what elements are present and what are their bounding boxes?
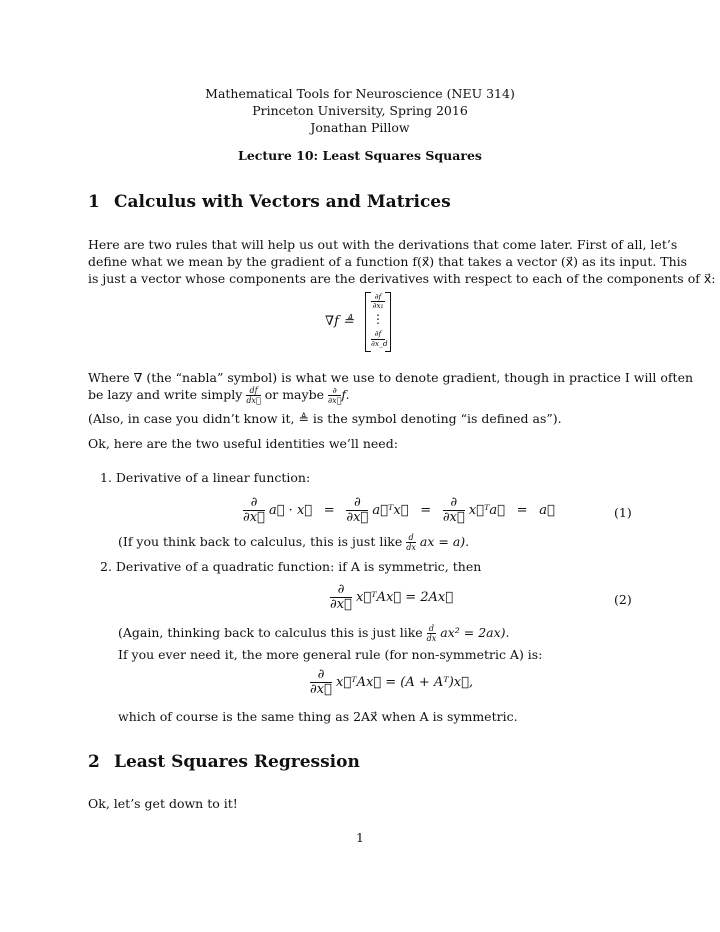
eq2-rhs: x⃗ᵀAx⃗ = 2Ax⃗ bbox=[356, 590, 454, 605]
eq1-derivative-2 bbox=[346, 496, 368, 525]
item-2-general-rule: If you ever need it, the more general rule (for non-symmetric A) is: bbox=[118, 647, 543, 662]
nabla-text-c: f. bbox=[341, 387, 350, 402]
section-2-title: Least Squares Regression bbox=[114, 752, 360, 772]
list-item-2: 2. Derivative of a quadratic function: if A is symmetric, then bbox=[100, 559, 482, 574]
eq3-d-num: ∂ bbox=[310, 668, 332, 683]
eq1-d1-num: ∂ bbox=[243, 496, 265, 511]
intro-line-1: Here are two rules that will help us out with the derivations that come later. First of all, let’s bbox=[88, 237, 678, 252]
section-2-number: 2 bbox=[88, 752, 100, 772]
section-1-number: 1 bbox=[88, 192, 100, 212]
item1-note-text-a: (If you think back to calculus, this is just like bbox=[118, 534, 403, 549]
equation-2-number: (2) bbox=[614, 592, 632, 607]
grad-top-num: ∂f bbox=[374, 292, 382, 301]
intro-line-3: is just a vector whose components are the derivatives with respect to each of the components of x⃗: bbox=[88, 271, 716, 286]
nabla-paragraph bbox=[88, 369, 694, 405]
intro-line-2: define what we mean by the gradient of a function f(x⃗) that takes a vector (x⃗) as its input. This bbox=[88, 254, 688, 269]
equation-3 bbox=[310, 668, 473, 697]
df-dx-fraction bbox=[246, 386, 260, 405]
eq1-derivative-3 bbox=[443, 496, 465, 525]
section-2-intro: Ok, let’s get down to it! bbox=[88, 796, 238, 811]
identities-intro: Ok, here are the two useful identities we’ll need: bbox=[88, 436, 398, 451]
gradient-lhs: ∇f ≜ bbox=[325, 314, 354, 329]
item1-note-text-b: ax = a). bbox=[419, 534, 470, 549]
item2-d-num: d bbox=[427, 624, 437, 634]
item1-d-dx bbox=[406, 533, 416, 552]
grad-bot-den: ∂x_d bbox=[371, 339, 388, 348]
eq1-d3-num: ∂ bbox=[443, 496, 465, 511]
defined-as-note: (Also, in case you didn’t know it, ≜ is the symbol denoting “is defined as”). bbox=[88, 411, 562, 426]
equation-1-number: (1) bbox=[614, 505, 632, 520]
eq1-d1-den: ∂x⃗ bbox=[243, 510, 265, 525]
partial-num: ∂ bbox=[328, 386, 341, 396]
equation-1 bbox=[243, 496, 555, 525]
eq1-term-1: a⃗ · x⃗ bbox=[269, 503, 313, 518]
eq3-derivative bbox=[310, 668, 332, 697]
df-num: df bbox=[246, 386, 260, 396]
item2-note-text-b: ax² = 2ax). bbox=[440, 625, 510, 640]
eq2-derivative bbox=[330, 583, 352, 612]
item2-note-text-a: (Again, thinking back to calculus this is just like bbox=[118, 625, 423, 640]
eq1-equals-3: = bbox=[516, 503, 528, 518]
section-2-heading bbox=[88, 752, 360, 772]
section-1-title: Calculus with Vectors and Matrices bbox=[114, 192, 451, 212]
eq1-term-3: x⃗ᵀa⃗ bbox=[468, 503, 505, 518]
section-1-intro bbox=[88, 236, 716, 287]
item2-d-dx bbox=[427, 624, 437, 643]
grad-bot-num: ∂f bbox=[374, 329, 382, 338]
eq1-equals-2: = bbox=[420, 503, 432, 518]
eq1-d2-num: ∂ bbox=[346, 496, 368, 511]
eq1-derivative-1 bbox=[243, 496, 265, 525]
eq1-d2-den: ∂x⃗ bbox=[346, 510, 369, 525]
grad-top-den: ∂x₁ bbox=[372, 301, 384, 310]
section-1-heading bbox=[88, 192, 451, 212]
university-line: Princeton University, Spring 2016 bbox=[252, 103, 468, 118]
item1-d-den: dx bbox=[406, 543, 416, 552]
eq3-d-den: ∂x⃗ bbox=[310, 682, 332, 697]
eq1-term-2: a⃗ᵀx⃗ bbox=[372, 503, 409, 518]
nabla-text-a: be lazy and write simply bbox=[88, 387, 243, 402]
nabla-line-2 bbox=[88, 386, 636, 405]
partial-dx-fraction bbox=[328, 386, 341, 405]
author-line: Jonathan Pillow bbox=[310, 120, 410, 135]
item1-d-num: d bbox=[406, 533, 416, 543]
lecture-title: Lecture 10: Least Squares Squares bbox=[238, 148, 482, 163]
equation-2 bbox=[330, 583, 453, 612]
eq2-d-num: ∂ bbox=[330, 583, 352, 598]
item-2-note bbox=[118, 624, 510, 643]
item-1-note bbox=[118, 533, 469, 552]
partial-den: ∂x⃗ bbox=[327, 396, 342, 405]
course-title: Mathematical Tools for Neuroscience (NEU 314) bbox=[205, 86, 515, 101]
page-number: 1 bbox=[356, 830, 364, 845]
df-den: dx⃗ bbox=[246, 396, 261, 405]
eq1-term-4: a⃗ bbox=[539, 503, 555, 518]
item-2-tail: which of course is the same thing as 2Ax⃗ when A is symmetric. bbox=[118, 709, 518, 724]
eq2-d-den: ∂x⃗ bbox=[330, 597, 352, 612]
eq1-d3-den: ∂x⃗ bbox=[442, 510, 465, 525]
eq3-rhs: x⃗ᵀAx⃗ = (A + Aᵀ)x⃗, bbox=[336, 675, 474, 690]
grad-dots: ⋮ bbox=[372, 312, 384, 326]
eq1-equals-1: = bbox=[323, 503, 335, 518]
nabla-line-1: Where ∇ (the “nabla” symbol) is what we use to denote gradient, though in practice I will often bbox=[88, 370, 694, 385]
item2-d-den: dx bbox=[426, 634, 437, 643]
nabla-text-b: or maybe bbox=[264, 387, 324, 402]
list-item-1: 1. Derivative of a linear function: bbox=[100, 470, 311, 485]
gradient-vector bbox=[365, 292, 391, 350]
